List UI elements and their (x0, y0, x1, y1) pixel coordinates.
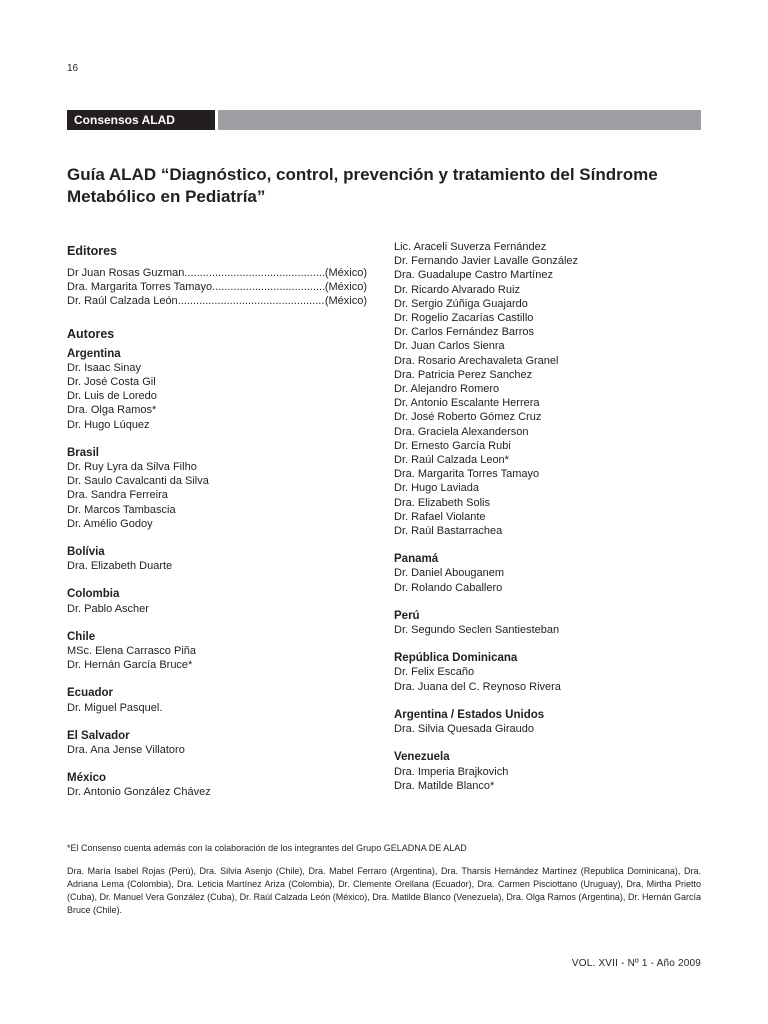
section-header-bar (67, 110, 701, 130)
author-name: Dr. José Costa Gil (67, 376, 156, 389)
country-name: Perú (394, 609, 420, 622)
author-name: Dr. Saulo Cavalcanti da Silva (67, 475, 209, 488)
author-name: Dr. Hugo Lúquez (67, 418, 150, 431)
editor-country: (México) (324, 267, 367, 279)
editor-row (67, 266, 367, 280)
author-name: Dr. Sergio Zúñiga Guajardo (394, 297, 528, 310)
dot-leader (212, 280, 325, 294)
section-label: Consensos ALAD (67, 110, 215, 130)
author-name: Dr. Hugo Laviada (394, 482, 479, 495)
dot-leader (184, 266, 324, 280)
author-name: Dr. Ricardo Alvarado Ruiz (394, 283, 520, 296)
country-group (394, 609, 714, 637)
author-name: Dr. Juan Carlos Sienra (394, 340, 505, 353)
dot-leader (178, 294, 325, 308)
country-group (394, 240, 714, 538)
author-name: Dra. Olga Ramos* (67, 404, 157, 417)
country-group (67, 686, 367, 714)
author-name: Dr. Daniel Abouganem (394, 567, 505, 580)
editor-country: (México) (324, 281, 367, 294)
country-group (394, 651, 714, 694)
author-name: Dr. Segundo Seclen Santiesteban (394, 624, 560, 637)
issue-info: VOL. XVII - Nº 1 - Año 2009 (571, 958, 701, 969)
author-name: Dr. Antonio Escalante Herrera (394, 397, 540, 410)
author-name: Dra. Patricia Perez Sanchez (394, 368, 533, 381)
author-name: MSc. Elena Carrasco Piña (67, 645, 196, 658)
editors-list (67, 266, 367, 309)
country-name: Chile (67, 630, 96, 643)
author-name: Dra. Sandra Ferreira (67, 489, 168, 502)
author-name: Dr. Pablo Ascher (67, 602, 149, 615)
author-name: Dr. Antonio González Chávez (67, 786, 211, 799)
author-name: Dr. Carlos Fernández Barros (394, 326, 534, 339)
author-name: Dr. Hernán García Bruce* (67, 659, 193, 672)
author-name: Dra. Rosario Arechavaleta Granel (394, 354, 559, 367)
section-bar-fill (218, 110, 701, 130)
author-name: Dr. Ernesto García Rubi (394, 439, 511, 452)
editor-name: Dr Juan Rosas Guzman (67, 267, 185, 279)
country-group (394, 552, 714, 595)
country-name: Ecuador (67, 687, 114, 700)
page-number: 16 (67, 63, 79, 74)
country-name: Venezuela (394, 751, 450, 764)
editors-heading: Editores (67, 244, 118, 258)
author-name: Dr. Amélio Godoy (67, 517, 153, 530)
country-group (67, 587, 367, 615)
author-name: Dr. Marcos Tambascia (67, 503, 176, 516)
country-group (67, 545, 367, 573)
author-name: Dra. Margarita Torres Tamayo (394, 468, 540, 481)
author-name: Dr. Rogelio Zacarías Castillo (394, 312, 534, 325)
right-column (394, 240, 714, 807)
author-name: Dra. Imperia Brajkovich (394, 765, 509, 778)
author-name: Dra. Ana Jense Villatoro (67, 744, 185, 757)
country-group (394, 708, 714, 736)
author-name: Lic. Araceli Suverza Fernández (394, 241, 547, 253)
editor-name: Dra. Margarita Torres Tamayo (67, 281, 213, 294)
editor-country: (México) (324, 295, 367, 308)
country-name: Bolívia (67, 546, 105, 559)
country-group (394, 750, 714, 793)
author-name: Dr. Luis de Loredo (67, 390, 157, 403)
author-name: Dr. Rafael Violante (394, 510, 486, 523)
author-name: Dr. Felix Escaño (394, 666, 475, 679)
country-group (67, 347, 367, 432)
editor-name: Dr. Raúl Calzada León (67, 295, 178, 308)
footnote: *El Consenso cuenta además con la colaboración de los integrantes del Grupo GELADNA DE ALAD (67, 843, 467, 853)
country-group (67, 771, 367, 799)
collaborators-paragraph: Dra. María Isabel Rojas (Perú), Dra. Silvia Asenjo (Chile), Dra. Mabel Ferraro (Argentina), Dra. Tharsis Hernández Martínez (Republica Dominicana), Dra. Adriana Lema (Colombia), Dra. Leticia Martínez Ariza (Colombia), Dr. Clemente Orellana (Ecuador), Dra. Carmen Pisciottano (Uruguay), Dra, Mirtha Prietto (Cuba), Dr. Manuel Vera González (Cuba), Dr. Raúl Calzada León (México), Dra. Matilde Blanco (Venezuela), Dra. Olga Ramos (Argentina), Dr. Hernán García Bruce (Chile). (67, 866, 701, 915)
country-group (67, 729, 367, 757)
author-name: Dr. Fernando Javier Lavalle González (394, 255, 579, 268)
country-name: El Salvador (67, 729, 130, 742)
author-name: Dr. Isaac Sinay (67, 361, 141, 374)
author-name: Dr. Ruy Lyra da Silva Filho (67, 461, 197, 474)
editor-row (67, 280, 367, 294)
author-name: Dr. Raúl Calzada Leon* (394, 454, 509, 467)
country-name: República Dominicana (394, 652, 518, 665)
author-name: Dra. Silvia Quesada Giraudo (394, 723, 535, 736)
country-name: Brasil (67, 446, 99, 459)
author-name: Dr. José Roberto Gómez Cruz (394, 411, 542, 424)
author-name: Dra. Matilde Blanco* (394, 779, 495, 792)
author-name: Dra. Juana del C. Reynoso Rivera (394, 680, 561, 693)
country-name: Colombia (67, 588, 120, 601)
authors-heading: Autores (67, 326, 115, 341)
country-name: Panamá (394, 553, 439, 566)
country-name: Argentina / Estados Unidos (394, 708, 545, 721)
authors-right-list (394, 240, 714, 793)
author-name: Dr. Rolando Caballero (394, 581, 503, 594)
country-group (67, 630, 367, 673)
editor-row (67, 294, 367, 308)
author-name: Dra. Guadalupe Castro Martínez (394, 269, 553, 282)
author-name: Dr. Alejandro Romero (394, 383, 500, 396)
document-title: Guía ALAD “Diagnóstico, control, prevención y tratamiento del Síndrome Metabólico en Pediatría” (67, 165, 658, 206)
authors-left-list (67, 347, 367, 800)
country-name: México (67, 772, 106, 785)
author-name: Dra. Elizabeth Duarte (67, 560, 173, 573)
country-name: Argentina (67, 347, 121, 360)
author-name: Dr. Raúl Bastarrachea (394, 525, 503, 538)
left-column (67, 243, 367, 814)
author-name: Dra. Elizabeth Solis (394, 496, 490, 509)
author-name: Dr. Miguel Pasquel. (67, 701, 163, 714)
author-name: Dra. Graciela Alexanderson (394, 425, 529, 438)
country-group (67, 446, 367, 531)
